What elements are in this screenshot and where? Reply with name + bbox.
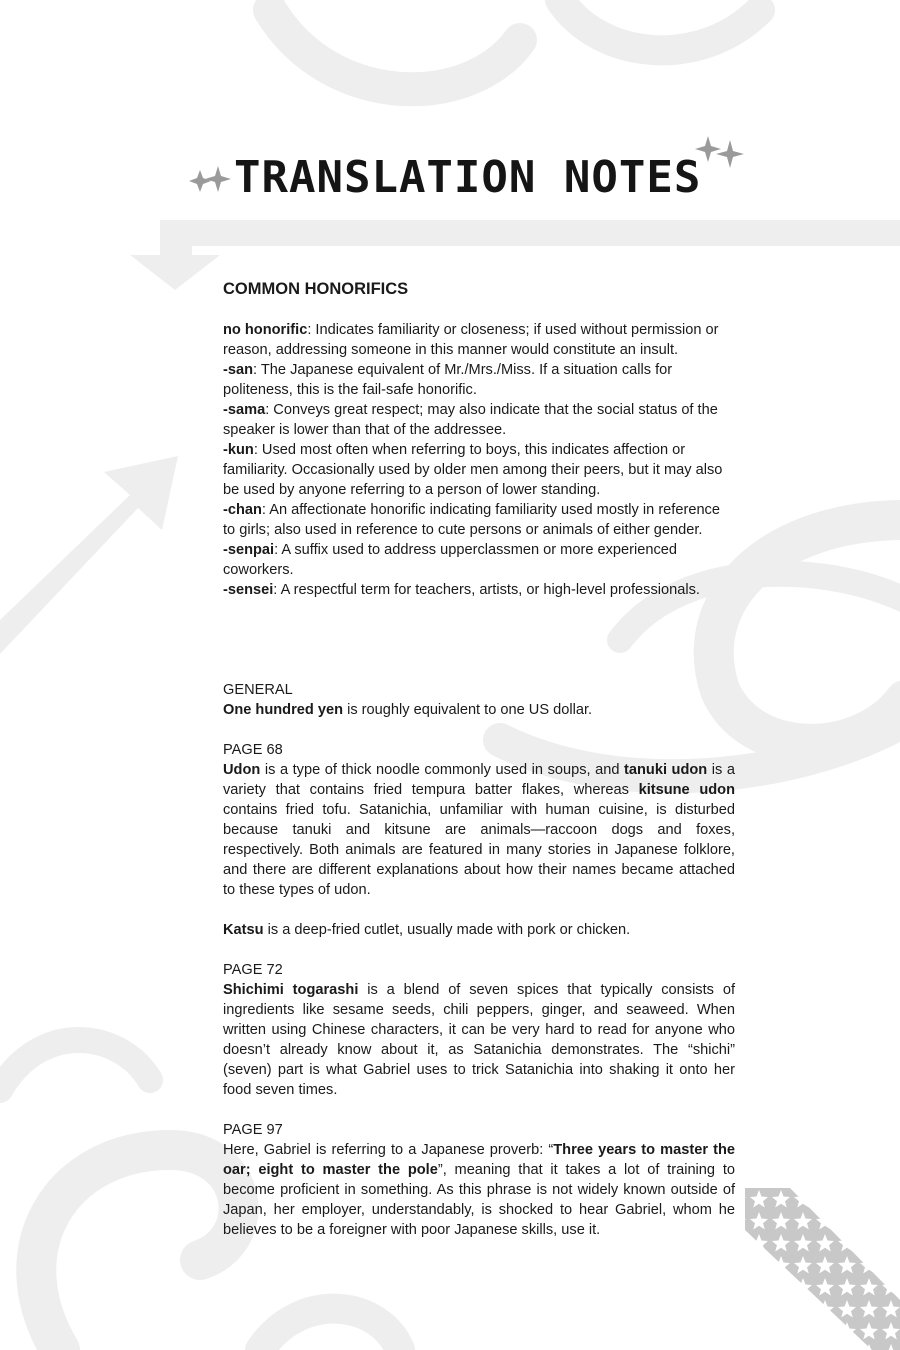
honorifics-list xyxy=(223,320,735,600)
honorific-term: no honorific xyxy=(223,322,308,338)
note-term: Shichimi togarashi xyxy=(223,982,359,998)
honorific-entry xyxy=(223,440,735,500)
note-term: Katsu xyxy=(223,922,264,938)
honorific-entry xyxy=(223,580,735,600)
sparkle-icon xyxy=(186,162,234,198)
honorific-entry xyxy=(223,540,735,580)
honorific-term: -sama xyxy=(223,402,266,418)
honorific-description: : Conveys great respect; may also indicate that the social status of the speaker is lower than that of the addressee. xyxy=(223,402,718,438)
honorific-term: -san xyxy=(223,362,254,378)
note-text: Here, Gabriel is referring to a Japanese proverb: “ xyxy=(223,1142,554,1158)
honorific-description: : A respectful term for teachers, artists, or high-level professionals. xyxy=(273,582,700,598)
honorific-description: : The Japanese equivalent of Mr./Mrs./Miss. If a situation calls for politeness, this is the fail-safe honorific. xyxy=(223,362,673,398)
honorific-description: : An affectionate honorific indicating familiarity used mostly in reference to girls; also used in reference to cute persons or animals of either gender. xyxy=(223,502,720,538)
note-term: Udon xyxy=(223,762,261,778)
note-text: is a blend of seven spices that typically consists of ingredients like sesame seeds, chili peppers, ginger, and seaweed. When written using Chinese characters, it can be very hard to read for anyone who doesn’t already know about it, as Satanichia demonstrates. The “shichi” (seven) part is what Gabriel uses to trick Satanichia into shaking it onto her food seven times. xyxy=(223,982,735,1098)
honorific-description: : A suffix used to address upperclassmen or more experienced coworkers. xyxy=(223,542,677,578)
note-text: ”, meaning that it takes a lot of training to become proficient in something. As this phrase is not widely known outside of Japan, her employer, understandably, is shocked to hear Gabriel, whom he believes to be a foreigner with poor Japanese skills, use it. xyxy=(223,1162,735,1238)
general-section xyxy=(223,680,735,720)
note-term: kitsune udon xyxy=(638,782,735,798)
note-text: is a deep-fried cutlet, usually made with pork or chicken. xyxy=(263,922,631,938)
page68-section xyxy=(223,740,735,940)
section-heading-general: GENERAL xyxy=(223,682,293,698)
general-note xyxy=(223,700,735,720)
note-text: contains fried tofu. Satanichia, unfamiliar with human cuisine, is disturbed because tanuki and kitsune are animals—raccoon dogs and foxes, respectively. Both animals are featured in many stories in Japanese folklore, and there are different explanations about how their names became attached to these types of udon. xyxy=(223,802,735,898)
note-term: Three years to master the oar; eight to master the pole xyxy=(223,1142,735,1178)
honorific-entry xyxy=(223,360,735,400)
section-heading-page97: PAGE 97 xyxy=(223,1122,283,1138)
page-title: TRANSLATION NOTES xyxy=(234,152,702,203)
honorific-description: : Indicates familiarity or closeness; if used without permission or reason, addressing someone in this manner would constitute an insult. xyxy=(223,322,719,358)
honorific-term: -senpai xyxy=(223,542,275,558)
section-heading-honorifics: COMMON HONORIFICS xyxy=(223,280,409,298)
honorific-entry xyxy=(223,400,735,440)
honorific-term: -sensei xyxy=(223,582,274,598)
note-term: tanuki udon xyxy=(624,762,708,778)
honorific-entry xyxy=(223,500,735,540)
note-term: One hundred yen xyxy=(223,702,344,718)
sparkle-icon xyxy=(692,130,750,180)
note-text: is a type of thick noodle commonly used in soups, and xyxy=(260,762,625,778)
section-heading-page72: PAGE 72 xyxy=(223,962,283,978)
honorific-term: -chan xyxy=(223,502,262,518)
page72-section xyxy=(223,960,735,1100)
page68-note-udon xyxy=(223,760,735,900)
section-heading-page68: PAGE 68 xyxy=(223,742,283,758)
honorific-term: -kun xyxy=(223,442,254,458)
page68-note-katsu xyxy=(223,920,735,940)
honorific-entry xyxy=(223,320,735,360)
note-text: is roughly equivalent to one US dollar. xyxy=(343,702,593,718)
page97-section xyxy=(223,1120,735,1240)
page72-note xyxy=(223,980,735,1100)
title-block xyxy=(186,130,746,220)
page97-note xyxy=(223,1140,735,1240)
honorific-description: : Used most often when referring to boys, this indicates affection or familiarity. Occasionally used by older men among their peers, but it may also be used by anyone referring to a person of lower standing. xyxy=(223,442,723,498)
note-text: is a variety that contains fried tempura batter flakes, whereas xyxy=(223,762,735,798)
